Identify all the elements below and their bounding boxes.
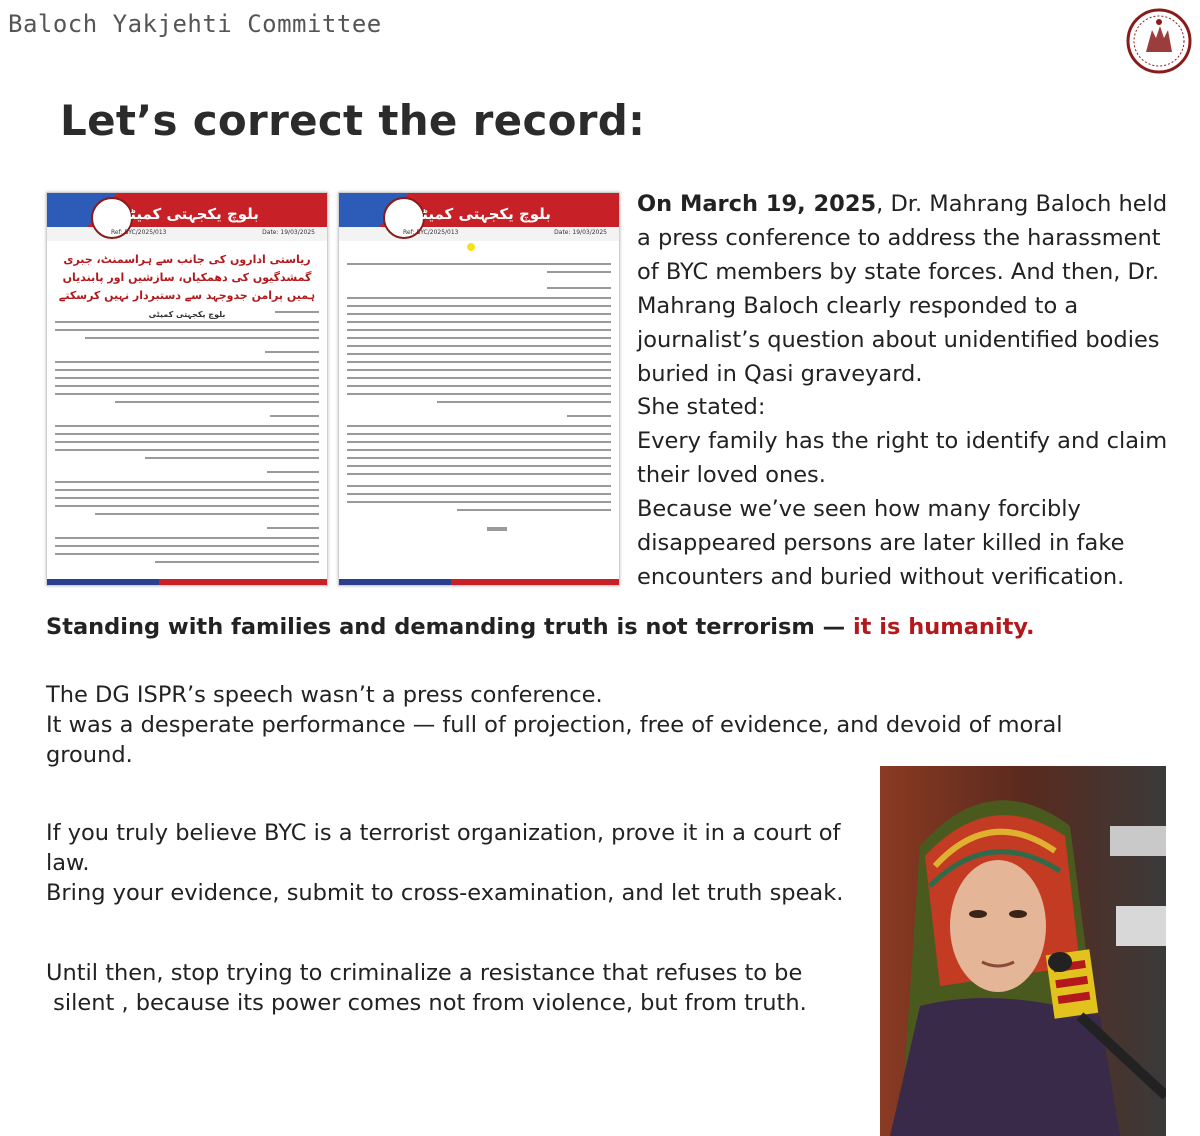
emphasis-statement [46,612,1035,642]
press-release-document-2 [338,192,620,586]
document-footer-stripe [47,579,327,585]
document-ref: Ref: BYC/2025/013 [111,229,167,236]
emphasis-highlight: it is humanity. [852,614,1035,640]
paragraph-line: Bring your evidence, submit to cross-examination, and let truth speak. [46,880,844,906]
paragraph-dg-ispr [46,680,1126,770]
summary-lead: , Dr. Mahrang Baloch held a press conference to address the harassment of BYC members by state forces. And then, Dr. Mahrang Baloch clearly responded to a journalist’s question about unidentified bodies buried in Qasi graveyard. [637,191,1168,387]
paragraph-line: silent , because its power comes not from violence, but from truth. [46,990,807,1016]
document-date: Date: 19/03/2025 [554,229,607,236]
press-release-document-1 [46,192,328,586]
emphasis-text: Standing with families and demanding truth is not terrorism — [46,614,853,640]
organization-name: Baloch Yakjehti Committee [8,10,382,38]
document-date: Date: 19/03/2025 [262,229,315,236]
press-conference-summary [637,188,1177,595]
summary-quote-1: Every family has the right to identify and claim their loved ones. [637,428,1168,489]
summary-stated: She stated: [637,394,766,421]
summary-quote-2: Because we’ve seen how many forcibly disappeared persons are later killed in fake encounters and buried without verification. [637,496,1125,590]
paragraph-line: The DG ISPR’s speech wasn’t a press conference. [46,682,603,708]
page-title: Let’s correct the record: [60,96,646,145]
document-ref: Ref: BYC/2025/013 [403,229,459,236]
paragraph-resistance [46,958,856,1018]
summary-date: On March 19, 2025 [637,191,877,217]
highlight-dot-icon [467,243,475,251]
document-headline: ریاستی اداروں کی جانب سے ہراسمنٹ، جبری گمشدگیوں کی دھمکیاں، سازشیں اور پابندیاں ہمیں پرامن جدوجہد سے دستبردار نہیں کرسکتے بلوچ یکجہتی کمیٹی [58,253,316,319]
paragraph-line: It was a desperate performance — full of projection, free of evidence, and devoid of moral ground. [46,712,1063,768]
byc-logo-icon [1126,8,1192,74]
document-body-text [347,263,611,543]
speaker-photo-icon [880,766,1166,1136]
document-banner-title: بلوچ یکجہتی کمیٹی [407,205,551,223]
document-body-text [55,311,319,567]
paragraph-court-of-law [46,818,856,908]
paragraph-line: If you truly believe BYC is a terrorist organization, prove it in a court of law. [46,820,841,876]
document-footer-stripe [339,579,619,585]
paragraph-line: Until then, stop trying to criminalize a resistance that refuses to be [46,960,803,986]
summary-paragraph [637,188,1177,391]
document-banner-title: بلوچ یکجہتی کمیٹی [115,205,259,223]
